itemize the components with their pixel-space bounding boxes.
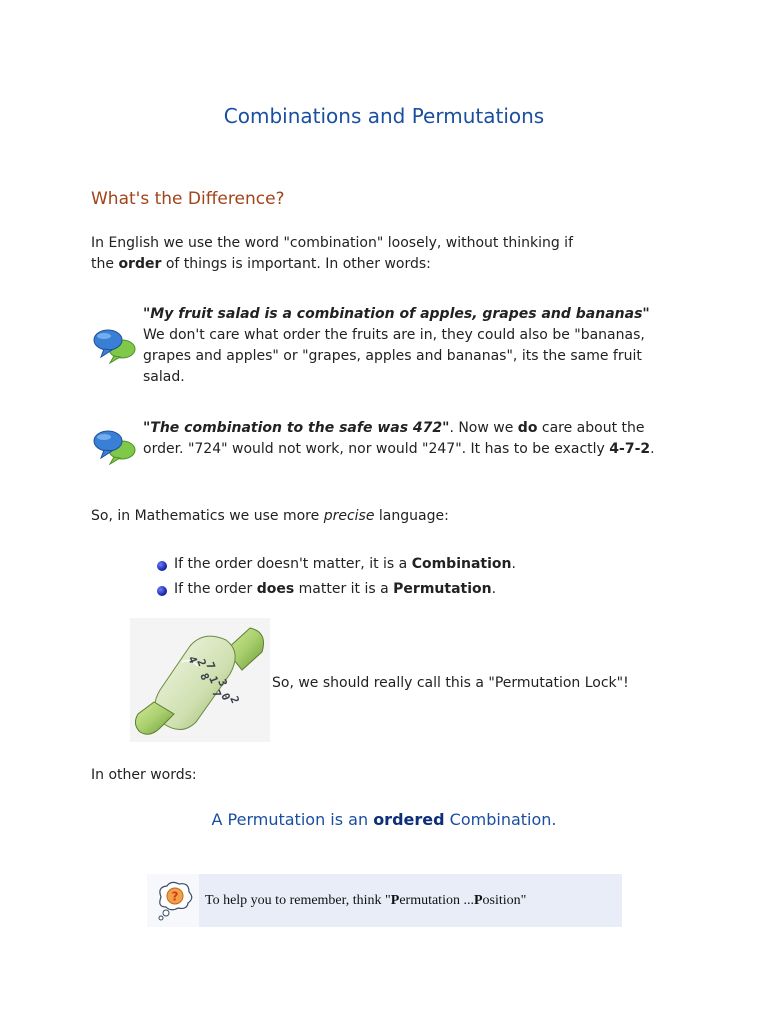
bullet-icon — [157, 586, 167, 596]
lock-digit: 8 — [197, 671, 212, 683]
bullet-icon — [157, 561, 167, 571]
example2-do-word: do — [517, 420, 538, 436]
intro-line2-post: of things is important. In other words: — [161, 256, 431, 272]
intro-paragraph — [91, 233, 691, 275]
example1-explanation: We don't care what order the fruits are in, they could also be "bananas, grapes and apples" or "grapes, apples and bananas", its the same fruit salad. — [143, 327, 645, 385]
memory-tip-box — [147, 874, 622, 927]
key-statement-pre: A Permutation is an — [211, 810, 374, 829]
example2-text-c: . — [650, 441, 655, 457]
intro-line1: In English we use the word "combination" loosely, without thinking if — [91, 235, 573, 251]
question-thought-icon — [151, 879, 195, 923]
page-title: Combinations and Permutations — [223, 104, 545, 128]
tip-text: To help you to remember, think " P ermutation ... P osition" — [205, 893, 527, 908]
lock-caption: So, we should really call this a "Permutation Lock"! — [272, 675, 629, 691]
example1-text — [143, 304, 673, 388]
key-statement-bold: ordered — [373, 810, 445, 829]
lock-digit: 2 — [194, 657, 209, 669]
precise-word: precise — [323, 508, 375, 524]
lock-digit: 3 — [215, 677, 230, 689]
combination-lock-image — [130, 618, 270, 742]
lock-digit: 7 — [209, 688, 224, 700]
precise-paragraph — [91, 506, 691, 527]
speech-bubbles-icon — [92, 325, 138, 365]
bullet-text: If the order does matter it is a Permutation. — [174, 581, 497, 597]
bullet-text: If the order doesn't matter, it is a Combination. — [174, 556, 516, 572]
section-heading: What's the Difference? — [91, 189, 285, 209]
example2-text — [143, 418, 673, 460]
definition-list — [157, 552, 516, 602]
key-statement — [0, 809, 768, 831]
lock-digit: 0 — [218, 691, 233, 703]
list-item — [157, 552, 516, 577]
example2-text-b: care about the order. "724" would not work, nor would "247". It has to be exactly — [143, 420, 645, 457]
list-item — [157, 577, 516, 602]
precise-pre: So, in Mathematics we use more — [91, 508, 324, 524]
lock-digit: 2 — [227, 694, 242, 706]
intro-line2-pre: the — [91, 256, 119, 272]
lock-digit: 4 — [185, 654, 200, 666]
example2-quote: "The combination to the safe was 472" — [143, 420, 450, 436]
tip-icon-container — [147, 874, 199, 927]
key-statement-post: Combination. — [444, 810, 557, 829]
svg-text:?: ? — [171, 889, 179, 903]
example2-code: 4-7-2 — [609, 441, 651, 457]
lock-digit: 1 — [206, 674, 221, 686]
precise-post: language: — [374, 508, 449, 524]
example2-text-a: . Now we — [449, 420, 518, 436]
lock-digit: 7 — [203, 660, 218, 672]
intro-order-word: order — [118, 256, 162, 272]
example1-quote: "My fruit salad is a combination of apples, grapes and bananas" — [143, 306, 650, 322]
other-words-text: In other words: — [91, 767, 197, 783]
speech-bubbles-icon — [92, 426, 138, 466]
